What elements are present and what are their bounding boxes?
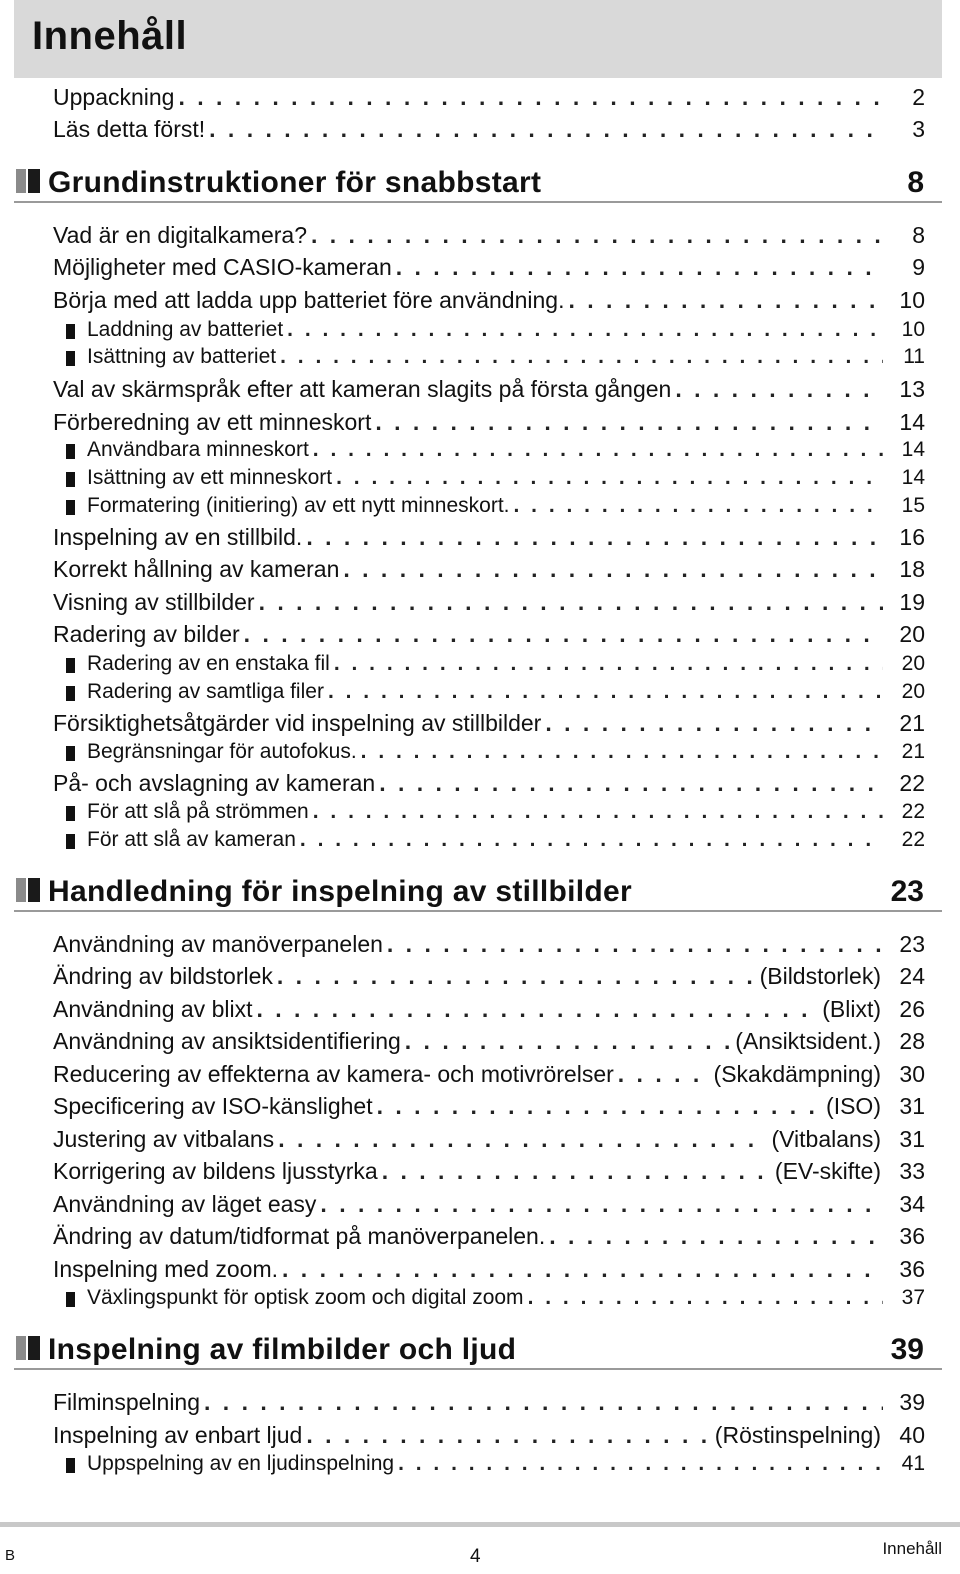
entry-title: Inspelning med zoom. (53, 1256, 279, 1282)
entry-page-number: 14 (899, 409, 925, 435)
entry-note: (Blixt) (822, 996, 881, 1022)
entry-title: Vad är en digitalkamera? (53, 222, 307, 248)
toc-subentry (66, 438, 925, 465)
section-marker-icon (16, 169, 40, 193)
entry-page-number: 18 (899, 556, 925, 582)
toc-entry (53, 1389, 925, 1419)
dot-leader (618, 1061, 710, 1088)
dot-leader (280, 345, 883, 369)
entry-title: Ändring av bildstorlek (53, 963, 273, 989)
section-heading (14, 161, 942, 203)
entry-page-number: 34 (899, 1191, 925, 1217)
dot-leader (287, 318, 883, 342)
dot-leader (209, 116, 883, 143)
square-bullet-icon (66, 834, 75, 849)
dot-leader (549, 1223, 883, 1250)
entry-title: Användbara minneskort (87, 438, 309, 461)
dot-leader (306, 524, 883, 551)
dot-leader (336, 466, 883, 490)
dot-leader (282, 1256, 883, 1283)
entry-title: För att slå på strömmen (87, 800, 309, 823)
toc-entry (53, 1191, 925, 1221)
entry-title: Användning av läget easy (53, 1191, 317, 1217)
square-bullet-icon (66, 806, 75, 821)
square-bullet-icon (66, 500, 75, 515)
toc-entry (53, 1028, 925, 1058)
toc-entry (53, 1256, 925, 1286)
entry-title: Reducering av effekterna av kamera- och motivrörelser (53, 1061, 614, 1087)
dot-leader (379, 770, 883, 797)
dot-leader (306, 1422, 710, 1449)
entry-page-number: 16 (899, 524, 925, 550)
dot-leader (398, 1452, 883, 1476)
entry-title: Justering av vitbalans (53, 1126, 275, 1152)
entry-page-number: 36 (899, 1223, 925, 1249)
entry-page-number: 14 (901, 438, 925, 461)
entry-title: Radering av en enstaka fil (87, 652, 330, 675)
entry-title: Ändring av datum/tidformat på manöverpanelen. (53, 1223, 546, 1249)
square-bullet-icon (66, 658, 75, 673)
toc-entry (53, 770, 925, 800)
section-title: Handledning för inspelning av stillbilder (48, 875, 633, 908)
dot-leader (382, 1158, 771, 1185)
entry-note: (EV-skifte) (774, 1158, 881, 1184)
entry-page-number: 10 (901, 318, 925, 341)
section-title: Grundinstruktioner för snabbstart (48, 166, 542, 199)
section-page-number: 39 (890, 1333, 924, 1366)
entry-page-number: 20 (901, 652, 925, 675)
square-bullet-icon (66, 351, 75, 366)
toc-entry (53, 963, 925, 993)
footer-section-label: Innehåll (882, 1539, 942, 1558)
toc-entry (53, 931, 925, 961)
entry-title: Visning av stillbilder (53, 589, 255, 615)
entry-note: (ISO) (826, 1093, 881, 1119)
footer-rule (0, 1522, 960, 1527)
entry-title: Användning av blixt (53, 996, 253, 1022)
dot-leader (204, 1389, 883, 1416)
dot-leader (343, 556, 883, 583)
entry-note: (Röstinspelning) (714, 1422, 881, 1448)
entry-title: Inspelning av enbart ljud (53, 1422, 303, 1448)
entry-title: Korrigering av bildens ljusstyrka (53, 1158, 378, 1184)
entry-title: Isättning av ett minneskort (87, 466, 333, 489)
entry-page-number: 20 (899, 621, 925, 647)
toc-subentry (66, 1286, 925, 1313)
dot-leader (259, 589, 883, 616)
entry-title: Radering av bilder (53, 621, 240, 647)
entry-title: Specificering av ISO-känslighet (53, 1093, 373, 1119)
entry-note: (Vitbalans) (771, 1126, 881, 1152)
toc-entry (53, 254, 925, 284)
toc-subentry (66, 680, 925, 707)
toc-entry (53, 287, 925, 317)
square-bullet-icon (66, 746, 75, 761)
entry-page-number: 22 (901, 828, 925, 851)
entry-title: Korrekt hållning av kameran (53, 556, 340, 582)
toc-entry (53, 524, 925, 554)
entry-note: (Ansiktsident.) (735, 1028, 881, 1054)
section-page-number: 8 (907, 166, 924, 199)
entry-page-number: 23 (899, 931, 925, 957)
entry-title: Inspelning av en stillbild. (53, 524, 303, 550)
dot-leader (178, 84, 883, 111)
dot-leader (528, 1286, 883, 1310)
toc-entry (53, 1158, 925, 1188)
entry-page-number: 31 (899, 1126, 925, 1152)
toc-entry (53, 710, 925, 740)
entry-title: På- och avslagning av kameran (53, 770, 376, 796)
toc-entry (53, 1126, 925, 1156)
entry-page-number: 41 (901, 1452, 925, 1475)
dot-leader (300, 828, 883, 852)
entry-title: Växlingspunkt för optisk zoom och digital zoom (87, 1286, 524, 1309)
toc-entry (53, 84, 925, 114)
dot-leader (256, 996, 818, 1023)
toc-entry (53, 1422, 925, 1452)
square-bullet-icon (66, 324, 75, 339)
dot-leader (328, 680, 883, 704)
toc-subentry (66, 466, 925, 493)
dot-leader (361, 740, 883, 764)
toc-entry (53, 621, 925, 651)
dot-leader (320, 1191, 883, 1218)
entry-page-number: 2 (912, 84, 925, 110)
entry-page-number: 40 (899, 1422, 925, 1448)
entry-title: Formatering (initiering) av ett nytt minneskort. (87, 494, 510, 517)
section-title: Inspelning av filmbilder och ljud (48, 1333, 517, 1366)
toc-subentry (66, 345, 925, 372)
footer-left-mark: B (5, 1547, 16, 1564)
toc-entry (53, 1093, 925, 1123)
entry-page-number: 24 (899, 963, 925, 989)
entry-title: Val av skärmspråk efter att kameran slagits på första gången (53, 376, 672, 402)
dot-leader (334, 652, 883, 676)
toc-entry (53, 589, 925, 619)
dot-leader (396, 254, 883, 281)
entry-title: Användning av manöverpanelen (53, 931, 383, 957)
entry-title: Börja med att ladda upp batteriet före användning. (53, 287, 565, 313)
entry-page-number: 31 (899, 1093, 925, 1119)
entry-page-number: 30 (899, 1061, 925, 1087)
toc-subentry (66, 800, 925, 827)
toc-entry (53, 556, 925, 586)
dot-leader (387, 931, 883, 958)
section-marker-icon (16, 878, 40, 902)
entry-page-number: 13 (899, 376, 925, 402)
toc-entry (53, 1223, 925, 1253)
entry-page-number: 15 (901, 494, 925, 517)
entry-title: Användning av ansiktsidentifiering (53, 1028, 401, 1054)
toc-entry (53, 1061, 925, 1091)
entry-page-number: 9 (912, 254, 925, 280)
entry-title: Radering av samtliga filer (87, 680, 324, 703)
dot-leader (513, 494, 883, 518)
section-marker-icon (16, 1336, 40, 1360)
toc-entry (53, 376, 925, 406)
entry-page-number: 36 (899, 1256, 925, 1282)
toc-subentry (66, 652, 925, 679)
dot-leader (311, 222, 883, 249)
entry-page-number: 20 (901, 680, 925, 703)
footer-page-number: 4 (470, 1546, 481, 1567)
dot-leader (405, 1028, 732, 1055)
square-bullet-icon (66, 1458, 75, 1473)
toc-subentry (66, 318, 925, 345)
dot-leader (675, 376, 883, 403)
entry-page-number: 21 (899, 710, 925, 736)
toc-entry (53, 116, 925, 146)
entry-title: Uppackning (53, 84, 175, 110)
toc-subentry (66, 1452, 925, 1479)
square-bullet-icon (66, 472, 75, 487)
entry-note: (Skakdämpning) (713, 1061, 881, 1087)
dot-leader (545, 710, 883, 737)
entry-title: Möjligheter med CASIO-kameran (53, 254, 392, 280)
entry-page-number: 3 (912, 116, 925, 142)
entry-page-number: 19 (899, 589, 925, 615)
dot-leader (313, 800, 883, 824)
entry-page-number: 26 (899, 996, 925, 1022)
toc-entry (53, 222, 925, 252)
dot-leader (568, 287, 883, 314)
entry-page-number: 39 (899, 1389, 925, 1415)
entry-page-number: 37 (901, 1286, 925, 1309)
toc-entry (53, 996, 925, 1026)
entry-title: Uppspelning av en ljudinspelning (87, 1452, 395, 1475)
entry-title: Filminspelning (53, 1389, 201, 1415)
section-page-number: 23 (890, 875, 924, 908)
entry-page-number: 8 (912, 222, 925, 248)
entry-page-number: 22 (899, 770, 925, 796)
entry-page-number: 10 (899, 287, 925, 313)
square-bullet-icon (66, 444, 75, 459)
dot-leader (278, 1126, 767, 1153)
square-bullet-icon (66, 686, 75, 701)
section-heading (14, 1328, 942, 1370)
dot-leader (377, 1093, 822, 1120)
section-heading (14, 870, 942, 912)
entry-title: Begränsningar för autofokus. (87, 740, 357, 763)
dot-leader (244, 621, 883, 648)
dot-leader (375, 409, 883, 436)
toc-subentry (66, 828, 925, 855)
toc-entry (53, 409, 925, 439)
entry-page-number: 28 (899, 1028, 925, 1054)
page-title: Innehåll (32, 14, 188, 58)
entry-page-number: 21 (901, 740, 925, 763)
entry-note: (Bildstorlek) (759, 963, 881, 989)
entry-page-number: 33 (899, 1158, 925, 1184)
entry-title: Laddning av batteriet (87, 318, 284, 341)
entry-title: Försiktighetsåtgärder vid inspelning av stillbilder (53, 710, 542, 736)
entry-page-number: 14 (901, 466, 925, 489)
entry-title: Läs detta först! (53, 116, 206, 142)
entry-title: Förberedning av ett minneskort (53, 409, 372, 435)
entry-page-number: 11 (903, 345, 925, 368)
square-bullet-icon (66, 1292, 75, 1307)
dot-leader (277, 963, 756, 990)
toc-subentry (66, 740, 925, 767)
entry-title: För att slå av kameran (87, 828, 296, 851)
entry-page-number: 22 (901, 800, 925, 823)
toc-subentry (66, 494, 925, 521)
entry-title: Isättning av batteriet (87, 345, 277, 368)
dot-leader (313, 438, 883, 462)
